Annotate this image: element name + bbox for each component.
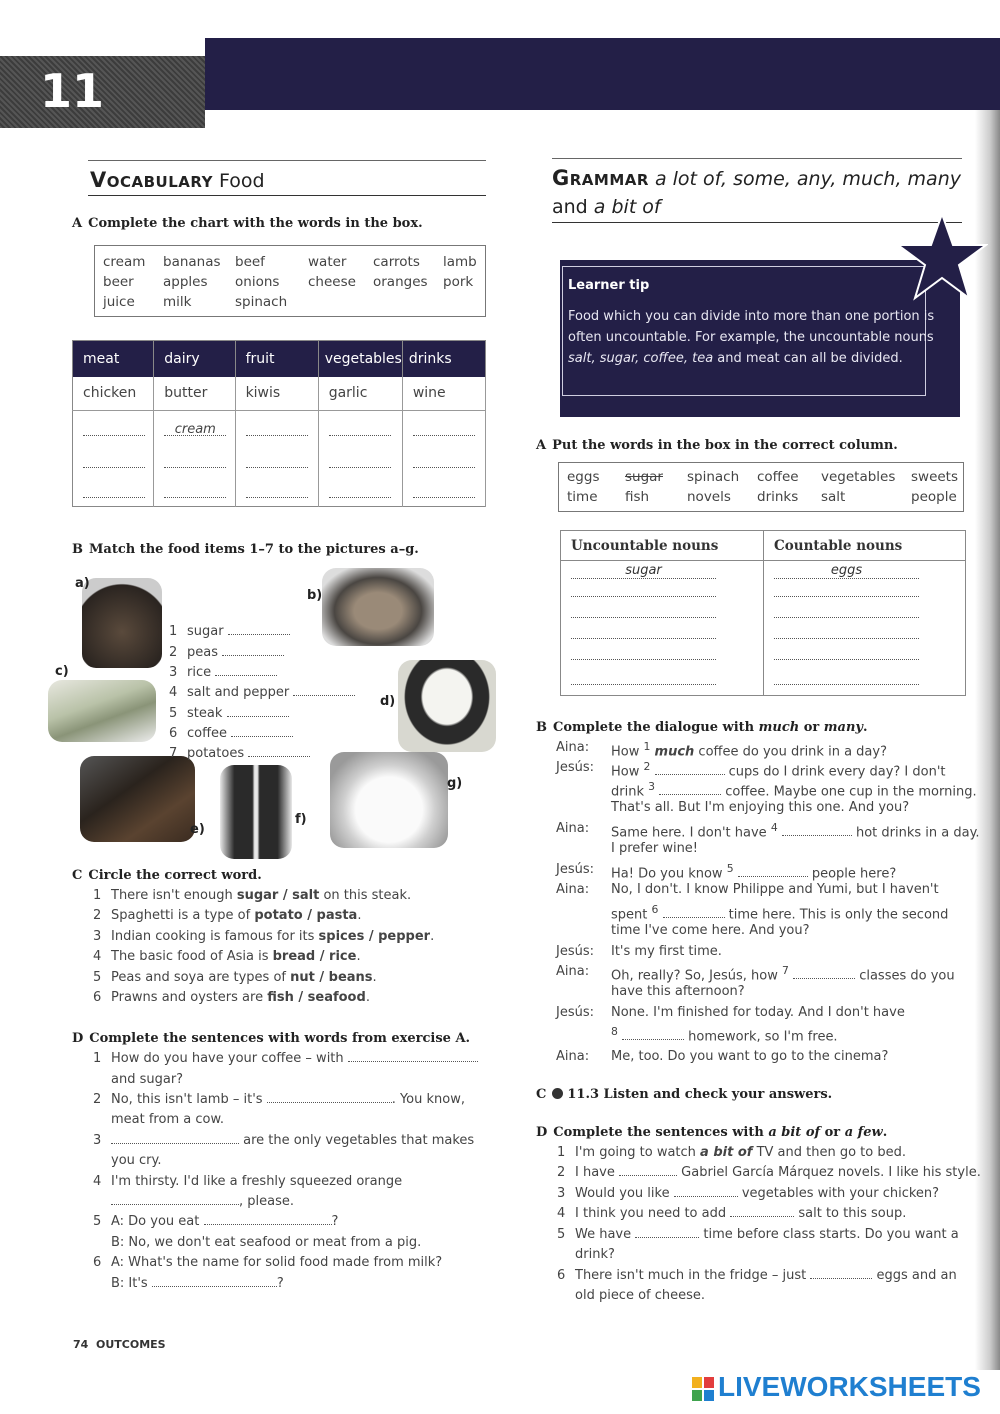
word: drinks (757, 489, 799, 505)
grammar-exercise-b-title: B Complete the dialogue with much or many. (536, 720, 868, 735)
exercise-a-title (72, 216, 423, 231)
exercise-letter: A (72, 216, 83, 231)
sentence-line: 4 I think you need to add salt to this soup. (557, 1206, 907, 1221)
sentence-line: drink? (575, 1247, 615, 1262)
word: water (308, 254, 347, 270)
answer-blank[interactable] (619, 1166, 677, 1176)
match-item: 2 peas (169, 645, 284, 660)
dialogue-line: spent $^6$ time here. This is only the second (611, 903, 949, 923)
circle-item: 1 There isn't enough sugar / salt on this steak. (93, 888, 412, 903)
word: sugar (625, 469, 663, 485)
answer-blank[interactable] (267, 1093, 392, 1103)
dialogue-line: drink $^3$ coffee. Maybe one cup in the morning. (611, 780, 977, 800)
sentence-line: you cry. (111, 1153, 162, 1168)
section-label: Vocabulary (90, 168, 213, 192)
peas-photo (48, 680, 156, 742)
answer-blank[interactable] (622, 1030, 684, 1040)
dialogue-line: How $^2$ cups do I drink every day? I don't (611, 760, 946, 780)
food-chart-table (72, 340, 486, 507)
answer-blank[interactable] (83, 424, 145, 436)
sentence-line: B: It's ? (111, 1276, 284, 1291)
answer-blank[interactable] (228, 625, 290, 635)
word: sweets (911, 469, 959, 485)
word: people (911, 489, 957, 505)
word: pork (443, 274, 474, 290)
answer-blank[interactable] (152, 1277, 277, 1287)
answer-blank[interactable] (571, 646, 716, 660)
item-text: salt and pepper (187, 685, 290, 700)
dialogue-line: $^8$ homework, so I'm free. (611, 1025, 838, 1045)
answer-blank[interactable] (571, 583, 716, 597)
exercise-letter: B (72, 542, 83, 557)
speaker: Aina: (556, 964, 590, 979)
picture-label: a) (75, 576, 90, 591)
page-footer (73, 1338, 166, 1351)
answer-blank[interactable] (246, 486, 308, 498)
grammar-exercise-a-title (536, 438, 898, 453)
sentence-line: 1 How do you have your coffee – with (93, 1051, 478, 1066)
sentence-line: 5 A: Do you eat ? (93, 1214, 339, 1229)
word-choice[interactable]: spices / pepper (318, 929, 431, 944)
picture-label: c) (55, 664, 69, 679)
example-cell: garlic (318, 377, 402, 411)
answer-blank[interactable] (83, 456, 145, 468)
vocabulary-heading (90, 168, 265, 192)
section-topic: Food (219, 170, 265, 192)
answer-blank[interactable] (231, 727, 293, 737)
answer-blank[interactable] (659, 785, 721, 795)
grammar-exercise-c-title (536, 1087, 832, 1102)
answer-blank[interactable] (293, 686, 355, 696)
sugar-photo (330, 752, 448, 848)
answer-blank[interactable] (329, 486, 391, 498)
circle-item: 5 Peas and soya are types of nut / beans. (93, 970, 377, 985)
speaker: Aina: (556, 1049, 590, 1064)
section-topic: a lot of, some, any, much, many (654, 168, 961, 190)
exercise-letter: D (536, 1125, 548, 1140)
audio-icon[interactable] (552, 1088, 563, 1099)
word-box (94, 245, 486, 317)
answer-blank[interactable] (655, 765, 725, 775)
word-choice[interactable]: nut / beans (290, 970, 373, 985)
word: oranges (373, 274, 428, 290)
exercise-instruction: Complete the sentences with words from exercise A. (89, 1031, 471, 1046)
speaker: Jesús: (556, 862, 594, 877)
answer-blank[interactable] (204, 1215, 332, 1225)
example-cell: chicken (73, 377, 154, 411)
item-text: steak (187, 706, 223, 721)
item-text: coffee (187, 726, 228, 741)
match-item: 1 sugar (169, 624, 290, 639)
answer-example: cream (164, 424, 226, 436)
noun-table (560, 530, 966, 696)
exercise-letter: A (536, 438, 547, 453)
dialogue-line: Me, too. Do you want to go to the cinema? (611, 1049, 889, 1064)
exercise-letter: C (72, 868, 83, 883)
speaker: Jesús: (556, 760, 594, 775)
answer-blank[interactable] (774, 583, 919, 597)
grammar-heading (552, 166, 972, 190)
sentence-line: 3 Would you like vegetables with your chicken? (557, 1186, 940, 1201)
page-number: 74 (73, 1338, 89, 1351)
divider (88, 195, 486, 196)
word: cheese (308, 274, 356, 290)
coffee-beans-photo (80, 756, 195, 842)
word: spinach (687, 469, 740, 485)
speaker: Jesús: (556, 1005, 594, 1020)
section-label: Grammar (552, 166, 649, 190)
column-header: meat (73, 341, 154, 377)
answer-blank[interactable] (730, 1207, 794, 1217)
answer-blank[interactable] (674, 1187, 738, 1197)
liveworksheets-logo-icon (692, 1377, 714, 1401)
example-cell: wine (402, 377, 485, 411)
word: time (567, 489, 598, 505)
grammar-word-box (558, 462, 964, 512)
grammar-heading-line2: and a bit of (552, 196, 661, 218)
column-header: dairy (154, 341, 235, 377)
grammar-exercise-d-title: D Complete the sentences with a bit of or a few. (536, 1125, 888, 1140)
dialogue-line: None. I'm finished for today. And I don't have (611, 1005, 905, 1020)
word: onions (235, 274, 280, 290)
exercise-letter: D (72, 1031, 84, 1046)
word: bananas (163, 254, 221, 270)
answer-blank[interactable] (635, 1228, 699, 1238)
match-item: 3 rice (169, 665, 277, 680)
speaker: Aina: (556, 740, 590, 755)
word-choice[interactable]: bread / rice (272, 949, 357, 964)
sentence-line: meat from a cow. (111, 1112, 225, 1127)
word: spinach (235, 294, 288, 310)
item-text: sugar (187, 624, 224, 639)
speaker: Jesús: (556, 944, 594, 959)
answer-blank[interactable] (663, 908, 725, 918)
sentence-line: 2 No, this isn't lamb – it's . You know, (93, 1092, 465, 1107)
word: lamb (443, 254, 477, 270)
word: coffee (757, 469, 799, 485)
dialogue-line: time I've come here. And you? (611, 923, 810, 938)
exercise-instruction: Put the words in the box in the correct column. (552, 438, 898, 453)
answer-blank[interactable] (774, 625, 919, 639)
column-header: vegetables (318, 341, 402, 377)
word: fish (625, 489, 650, 505)
answer-example: eggs (774, 565, 919, 579)
answer-blank[interactable] (774, 604, 919, 618)
answer-blank[interactable] (164, 456, 226, 468)
sentence-line: 1 I'm going to watch a bit of TV and then go to bed. (557, 1145, 906, 1160)
answer-blank[interactable] (248, 747, 310, 757)
exercise-instruction: 11.3 Listen and check your answers. (567, 1087, 833, 1102)
learner-tip-text: Food which you can divide into more than one portion is often uncountable. For example, the uncountable nouns salt, sugar, coffee, tea and meat can all be divided. (568, 309, 935, 366)
answer-blank[interactable] (215, 666, 277, 676)
match-item: 4 salt and pepper (169, 685, 355, 700)
dialogue-line: have this afternoon? (611, 984, 745, 999)
answer-blank[interactable] (413, 424, 475, 436)
picture-label: g) (447, 776, 463, 791)
word: salt (821, 489, 846, 505)
column-header: fruit (235, 341, 318, 377)
word: vegetables (821, 469, 896, 485)
column-header: drinks (402, 341, 485, 377)
sentence-line: and sugar? (111, 1072, 184, 1087)
answer-blank[interactable] (413, 486, 475, 498)
speaker: Aina: (556, 821, 590, 836)
answer-example: sugar (571, 565, 716, 579)
dialogue-line: That's all. But I'm enjoying this one. And you? (611, 800, 910, 815)
liveworksheets-watermark[interactable]: LIVEWORKSHEETS (718, 1371, 981, 1402)
answer-blank[interactable] (227, 707, 289, 717)
example-cell: kiwis (235, 377, 318, 411)
answer-blank[interactable] (83, 486, 145, 498)
answer-blank[interactable] (246, 424, 308, 436)
steak-photo (82, 578, 162, 668)
answer-blank[interactable] (571, 604, 716, 618)
exercise-letter: B (536, 720, 547, 735)
match-item: 7 potatoes (169, 746, 310, 761)
picture-label: b) (307, 588, 323, 603)
answer-blank[interactable] (348, 1052, 478, 1062)
answer-blank[interactable] (782, 826, 852, 836)
dialogue-line: Same here. I don't have $^4$ hot drinks in a day. (611, 821, 980, 841)
sentence-line: 3 are the only vegetables that makes (93, 1133, 475, 1148)
word: eggs (567, 469, 600, 485)
exercise-instruction: Match the food items 1–7 to the pictures a–g. (89, 542, 419, 557)
divider (88, 160, 486, 161)
word: carrots (373, 254, 420, 270)
match-item: 6 coffee (169, 726, 293, 741)
exercise-c-title (72, 868, 262, 883)
answer-blank[interactable] (164, 486, 226, 498)
divider (552, 158, 962, 159)
answer-blank[interactable] (738, 867, 808, 877)
exercise-letter: C (536, 1087, 547, 1102)
salt-pepper-photo (220, 765, 292, 859)
dialogue-line: It's my first time. (611, 944, 722, 959)
answer-blank[interactable] (793, 969, 855, 979)
exercise-instruction: Circle the correct word. (88, 868, 262, 883)
word-choice[interactable]: fish / seafood (267, 990, 366, 1005)
answer-blank[interactable] (222, 646, 284, 656)
star-icon (896, 210, 988, 302)
item-text: potatoes (187, 746, 245, 761)
picture-label: f) (295, 812, 307, 827)
answer-blank[interactable] (329, 424, 391, 436)
answer-blank[interactable] (413, 456, 475, 468)
match-item: 5 steak (169, 706, 289, 721)
sentence-line: 2 I have Gabriel García Márquez novels. I like his style. (557, 1165, 981, 1180)
speaker: Aina: (556, 882, 590, 897)
word: apples (163, 274, 208, 290)
learner-tip-title: Learner tip (568, 278, 650, 293)
circle-item: 2 Spaghetti is a type of potato / pasta. (93, 908, 362, 923)
dialogue-line: No, I don't. I know Philippe and Yumi, but I haven't (611, 882, 939, 897)
item-text: rice (187, 665, 212, 680)
dialogue-line: Ha! Do you know $^5$ people here? (611, 862, 897, 882)
answer-blank[interactable] (810, 1269, 872, 1279)
circle-item: 6 Prawns and oysters are fish / seafood. (93, 990, 370, 1005)
word-choice[interactable]: sugar / salt (236, 888, 320, 903)
dialogue-line: I prefer wine! (611, 841, 699, 856)
column-header: Uncountable nouns (561, 531, 764, 561)
circle-item: 4 The basic food of Asia is bread / rice. (93, 949, 361, 964)
word: milk (163, 294, 192, 310)
column-header: Countable nouns (764, 531, 966, 561)
answer-blank[interactable] (571, 671, 716, 685)
sentence-line: 6 A: What's the name for solid food made from milk? (93, 1255, 443, 1270)
word: juice (103, 294, 135, 310)
sentence-line: B: No, we don't eat seafood or meat from a pig. (111, 1235, 422, 1250)
sentence-line: 4 I'm thirsty. I'd like a freshly squeezed orange (93, 1174, 403, 1189)
answer-blank[interactable] (246, 456, 308, 468)
answer-blank[interactable] (111, 1134, 239, 1144)
word: cream (103, 254, 146, 270)
picture-label: d) (380, 694, 396, 709)
exercise-d-title (72, 1031, 470, 1046)
answer-blank[interactable] (774, 646, 919, 660)
dialogue-line: Oh, really? So, Jesús, how $^7$ classes do you (611, 964, 955, 984)
exercise-instruction: Complete the chart with the words in the box. (88, 216, 423, 231)
example-cell: butter (154, 377, 235, 411)
word-choice[interactable]: potato / pasta (254, 908, 358, 923)
word: beer (103, 274, 134, 290)
header-band (205, 38, 1000, 110)
picture-label: e) (190, 822, 205, 837)
item-text: peas (187, 645, 218, 660)
rice-photo (398, 660, 496, 752)
dialogue-line: How $^1$ much coffee do you drink in a day? (611, 740, 887, 760)
answer-blank[interactable] (329, 456, 391, 468)
unit-number: 11 (40, 64, 105, 118)
answer-blank[interactable] (774, 671, 919, 685)
circle-item: 3 Indian cooking is famous for its spices / pepper. (93, 929, 435, 944)
potatoes-photo (322, 568, 434, 646)
sentence-line: old piece of cheese. (575, 1288, 706, 1303)
exercise-b-title (72, 542, 419, 557)
sentence-line: , please. (111, 1194, 294, 1209)
answer-blank[interactable] (571, 625, 716, 639)
sentence-line: 5 We have time before class starts. Do you want a (557, 1227, 959, 1242)
word: novels (687, 489, 731, 505)
word: beef (235, 254, 265, 270)
sentence-line: 6 There isn't much in the fridge – just eggs and an (557, 1268, 957, 1283)
answer-blank[interactable] (111, 1195, 239, 1205)
book-title: OUTCOMES (95, 1338, 166, 1351)
